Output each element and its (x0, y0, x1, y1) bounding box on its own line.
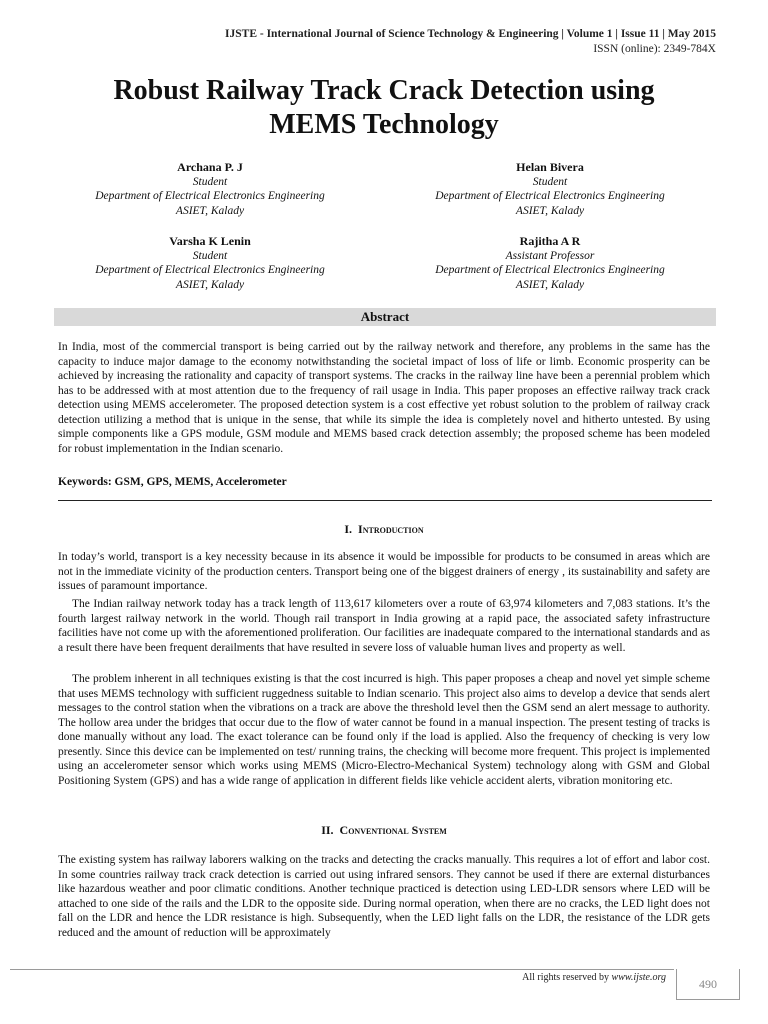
author-role: Student (192, 249, 228, 262)
footer-rights: All rights reserved by (522, 972, 610, 983)
paragraph: The Indian railway network today has a track length of 113,617 kilometers over a route of 63,974 kilometers and 7,083 stations. It’s the fourth largest railway network in the world. Though rail transport in India growing at a rapid pace, the associated safety infrastructure facilities have not come up with the aforementioned proliferation. Our facilities are inadequate compared to the international standards and as a result there have been frequent derailments that have resulted in severe loss of valuable human lives and property as well. (58, 598, 710, 654)
paper-title (40, 74, 728, 142)
abstract-text: In India, most of the commercial transport is being carried out by the railway network and therefore, any problems in the same has the capacity to induce major damage to the economy notwithstanding the societal impact of loss of life or limb. Economic prosperity can be achieved by increasing the rationality and capacity of transport systems. The cracks in the railway line have been a perennial problem which has to be addressed with at most attention due to the frequency of rail usage in India. This paper proposes an effective railway track crack detection using MEMS accelerometer. The proposed detection system is a cost effective yet robust solution to the problem of railway crack detection utilizing a method that is unique in the sense, that while its simple the idea is completely novel and hitherto untested. By using simple components like a GPS module, GSM module and MEMS based crack detection assembly; the proposed scheme has been modeled for robust implementation in the Indian scenario. (58, 341, 710, 455)
author-name: Archana P. J (177, 160, 243, 174)
author-department: Department of Electrical Electronics Engineering (95, 190, 325, 202)
footer-divider (10, 969, 674, 970)
author-department: Department of Electrical Electronics Engineering (435, 190, 665, 202)
author-institution: ASIET, Kalady (175, 278, 245, 291)
paragraph: The problem inherent in all techniques existing is that the cost incurred is high. This paper proposes a cheap and novel yet simple scheme that uses MEMS technology with sufficient ruggedness suitable to Indian scenario. This project also aims to develop a device that sends alert messages to the control station when the vibrations on a track are above the threshold level then the GSM send an alert message to authority. The hollow area under the bridges that occur due to the flow of water cannot be found in a manual inspection. The present testing of tracks is done manually without any load. The exact tolerance can be found only if the load is applied. Also the frequency of checking is very low presently. Since this device can be implemented on test/ running trains, the checking will become more frequent. This project is implemented using an accelerometer sensor which works using MEMS (Micro-Electro-Mechanical System) technology along with GSM and Global Positioning System (GPS) and has a wide range of application in different fields like vehicle accident alerts, vibration monitoring etc. (58, 673, 710, 787)
paragraph: In today’s world, transport is a key necessity because in its absence it would be impossible for products to be consumed in areas which are not in the immediate vicinity of the production centers. Transport being one of the biggest drainers of energy , its sustainability and safety are issues of paramount importance. (58, 551, 710, 592)
section-divider (58, 500, 712, 501)
page-number: 490 (676, 969, 740, 1000)
author-institution: ASIET, Kalady (175, 204, 245, 217)
author-role: Student (192, 175, 228, 188)
author-department: Department of Electrical Electronics Engineering (435, 264, 665, 276)
author-block (45, 234, 375, 292)
section-title: Introduction (358, 522, 424, 536)
section-heading-conventional-system (58, 823, 710, 837)
author-department: Department of Electrical Electronics Engineering (95, 264, 325, 276)
section-number: II. (321, 823, 334, 837)
author-name: Helan Bivera (516, 160, 584, 174)
title-line-2: MEMS Technology (269, 109, 499, 140)
author-block (385, 160, 715, 218)
author-role: Assistant Professor (505, 249, 595, 262)
journal-header: IJSTE - International Journal of Science Technology & Engineering | Volume 1 | Issue 11 | May 2015 (225, 28, 716, 40)
author-name: Varsha K Lenin (169, 234, 251, 248)
author-block (45, 160, 375, 218)
author-block (385, 234, 715, 292)
author-institution: ASIET, Kalady (515, 204, 585, 217)
issn-line: ISSN (online): 2349-784X (593, 43, 716, 55)
footer-copyright (440, 972, 666, 984)
author-name: Rajitha A R (519, 234, 581, 248)
footer-site-link[interactable]: www.ijste.org (611, 972, 666, 983)
keywords: Keywords: GSM, GPS, MEMS, Accelerometer (58, 476, 287, 488)
section-title: Conventional System (339, 823, 447, 837)
author-institution: ASIET, Kalady (515, 278, 585, 291)
abstract-heading: Abstract (54, 308, 716, 326)
title-line-1: Robust Railway Track Crack Detection using (113, 75, 655, 106)
section-number: I. (344, 522, 353, 536)
paragraph: The existing system has railway laborers walking on the tracks and detecting the cracks manually. This requires a lot of effort and labor cost. In some countries railway track crack detection is carried out using infrared sensors. They cannot be used if there are external disturbances like hazardous weather and poor climatic conditions. Another technique practiced is detection using LED-LDR sensors where LED will be attached to one side of the rails and the LDR to the opposite side. During normal operation, when there are no cracks, the LED light does not fall on the LDR and hence the LDR resistance is high. Subsequently, when the LED light falls on the LDR, the resistance of the LDR gets reduced and the amount of reduction will be approximately (58, 854, 710, 939)
section-heading-introduction (58, 522, 710, 536)
author-role: Student (532, 175, 568, 188)
